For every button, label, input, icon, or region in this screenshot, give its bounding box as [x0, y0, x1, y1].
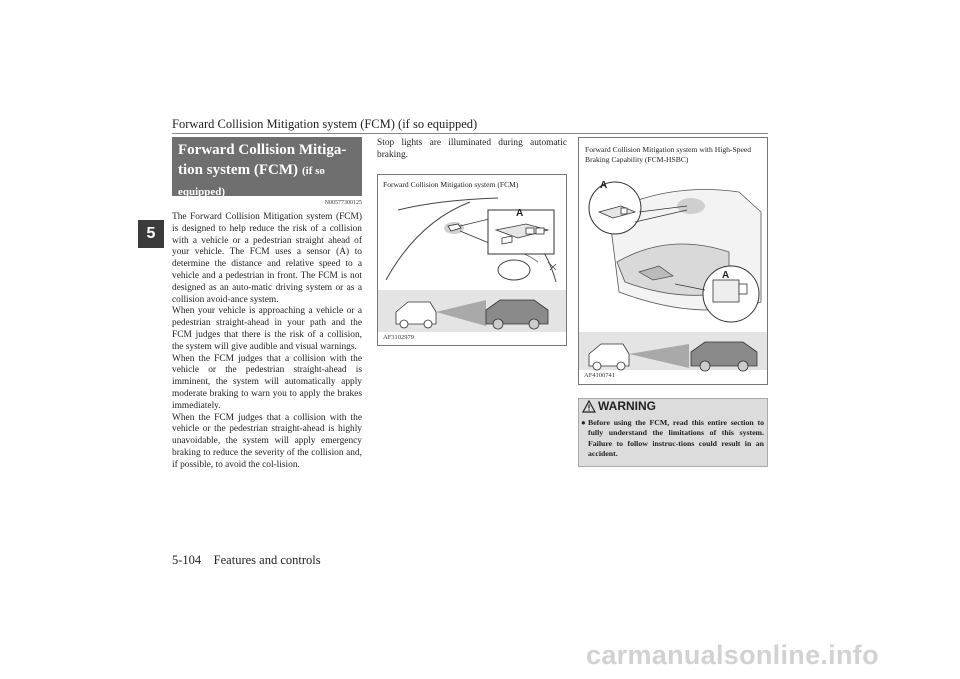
column2-paragraph: Stop lights are illuminated during automatic braking. [377, 138, 567, 160]
page-footer [172, 553, 321, 568]
section-title: Forward Collision Mitiga-tion system (FCM) [178, 142, 347, 178]
sensor-small-icon [444, 222, 464, 234]
warning-triangle-icon [582, 400, 596, 413]
figure-code: AF4100741 [584, 372, 616, 379]
page-header-title: Forward Collision Mitigation system (FCM) (if so equipped) [172, 117, 478, 131]
body-paragraph: When the FCM judges that a collision with the vehicle or the pedestrian straight-ahead is imminent, the system will automatically apply moderate braking to warn you to apply the brakes immediately. [172, 353, 362, 411]
figure-code: AF3102979 [383, 334, 415, 341]
fcm-hsbc-illustration [579, 172, 767, 372]
chapter-tab[interactable]: 5 [138, 220, 164, 248]
figure-label-a-top: A [600, 180, 608, 191]
figure-caption: Forward Collision Mitigation system with High-Speed Braking Capability (FCM-HSBC) [585, 145, 752, 164]
warning-title: WARNING [598, 399, 656, 413]
figure-caption: Forward Collision Mitigation system (FCM) [383, 180, 519, 189]
section-title-qualifier: (if so equipped) [178, 165, 325, 198]
body-paragraph: When the FCM judges that a collision with the vehicle or the pedestrian straight-ahead is highly unavoidable, the system will apply emergency braking to reduce the severity of the collision and, if possible, to avoid the col-lision. [172, 412, 362, 470]
body-paragraph: The Forward Collision Mitigation system (FCM) is designed to help reduce the risk of a collision with a vehicle or a pedestrian straight ahead of your vehicle. The FCM uses a sensor (A) to determine the distance and relative speed to a vehicle and a pedestrian in front. The FCM is not designed as an auto-matic driving system or as a collision avoid-ance system. [172, 212, 362, 305]
watermark: carmanualsonline.info [586, 640, 879, 670]
bullet-icon: ● [581, 418, 586, 427]
sensor-callout-top [589, 182, 641, 234]
section-code: N00577300125 [324, 200, 362, 206]
header-divider [172, 133, 768, 134]
section-heading [172, 137, 362, 196]
radar-callout-bottom [703, 266, 759, 322]
footer-section: Features and controls [213, 553, 321, 567]
body-text [172, 212, 362, 472]
figure-label-a-bottom: A [722, 270, 730, 281]
warning-text: Before using the FCM, read this entire section to fully understand the limitations of this system. Failure to follow instruc-tions could result in an accident. [588, 418, 764, 459]
page-number: 5-104 [172, 553, 202, 567]
fcm-illustration [378, 192, 566, 332]
figure-label-a: A [516, 208, 524, 219]
body-paragraph: When your vehicle is approaching a vehicle or a pedestrian straight-ahead in your path and the FCM judges that there is the risk of a collision, the system will give audible and visual warnings. [172, 306, 362, 352]
warning-heading [582, 399, 656, 413]
